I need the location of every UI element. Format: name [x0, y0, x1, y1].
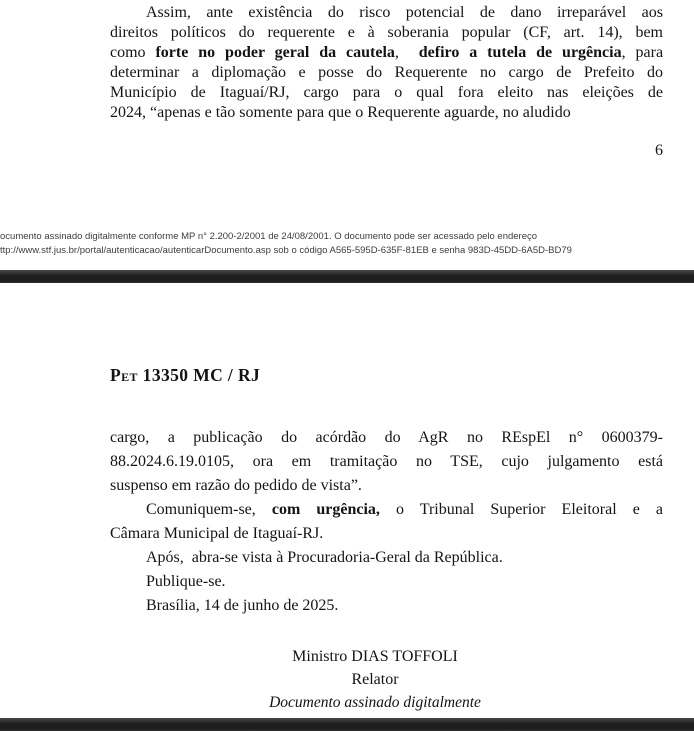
text-line	[110, 546, 663, 570]
text-line	[110, 23, 663, 43]
text-segment: o Tribunal Superior Eleitoral e a	[379, 501, 663, 518]
bold-text-segment: com urgência,	[271, 501, 380, 518]
page7-paragraphs	[110, 426, 663, 618]
text-segment: Comuniquem-se,	[146, 501, 272, 518]
text-segment: 2024, “apenas e tão somente para que o Requerente aguarde, no aludido	[110, 104, 571, 121]
text-line	[110, 498, 663, 522]
digital-signature-note: Documento assinado digitalmente	[269, 694, 481, 711]
text-line	[110, 63, 663, 83]
text-line	[110, 474, 663, 498]
text-segment: Publique-se.	[146, 573, 226, 590]
page6-paragraph	[110, 3, 663, 123]
text-line	[110, 103, 663, 123]
text-segment: Câmara Municipal de Itaguaí-RJ.	[110, 525, 324, 542]
certification-line-1: ocumento assinado digitalmente conforme MP n° 2.200-2/2001 de 24/08/2001. O documento pode ser acessado pelo endereço	[0, 231, 538, 242]
text-segment: Brasília, 14 de junho de 2025.	[146, 597, 339, 614]
text-segment: , para	[621, 44, 664, 61]
text-line	[110, 3, 663, 23]
certification-footer	[0, 230, 572, 257]
text-line	[110, 43, 663, 63]
text-segment: Após, abra-se vista à Procuradoria-Geral da República.	[146, 549, 503, 566]
signature-block	[110, 645, 640, 714]
text-segment: Assim, ante existência do risco potencial de dano irreparável aos	[146, 4, 663, 21]
certification-line-2: ttp://www.stf.jus.br/portal/autenticacao/autenticarDocumento.asp sob o código A565-595D-635F-81EB e senha 983D-45DD-6A5D-BD79	[0, 244, 572, 256]
bold-text-segment: defiro a tutela de urgência	[418, 44, 622, 61]
text-line	[110, 570, 663, 594]
relator-label: Relator	[351, 671, 399, 688]
page-number: 6	[655, 142, 663, 159]
text-segment: direitos políticos do requerente e à soberania popular (CF, art. 14), bem	[110, 24, 663, 41]
text-segment: suspenso em razão do pedido de vista”.	[110, 477, 362, 494]
bottom-page-separator-bar	[0, 718, 694, 731]
text-line	[110, 426, 663, 450]
text-line	[110, 450, 663, 474]
text-segment: cargo, a publicação do acórdão do AgR no REspEl n° 0600379-	[110, 429, 663, 446]
page-separator-bar	[0, 270, 694, 283]
text-segment: determinar a diplomação e posse do Requerente no cargo de Prefeito do	[110, 64, 663, 81]
text-line	[110, 83, 663, 103]
text-segment: como	[110, 44, 156, 61]
text-segment: Município de Itaguaí/RJ, cargo para o qual fora eleito nas eleições de	[110, 84, 663, 101]
text-segment: ,	[394, 44, 419, 61]
minister-name: Ministro DIAS TOFFOLI	[292, 648, 458, 665]
text-line	[110, 594, 663, 618]
text-line	[110, 522, 663, 546]
text-segment: 88.2024.6.19.0105, ora em tramitação no TSE, cujo julgamento está	[110, 453, 663, 470]
case-number-heading: Pet 13350 MC / RJ	[110, 365, 261, 385]
bold-text-segment: forte no poder geral da cautela	[155, 44, 395, 61]
